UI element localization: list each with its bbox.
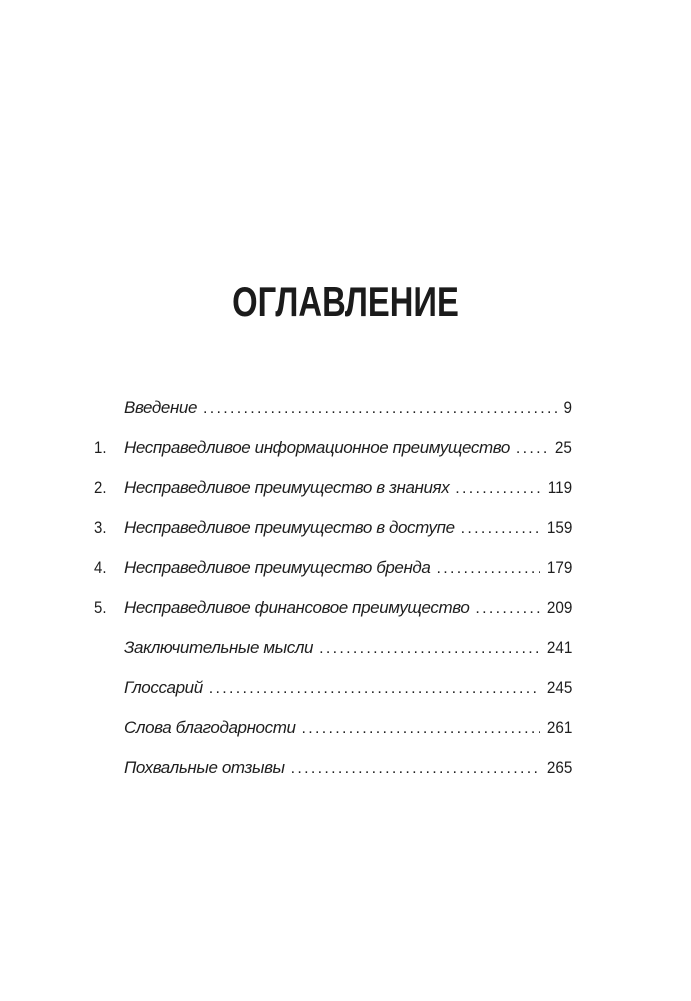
toc-entry-number: 4. [94,558,107,577]
toc-entry-page: 209 [546,598,572,617]
toc-entry-title: Несправедливое преимущество в знаниях [124,478,450,497]
toc-entry-page: 25 [554,438,572,457]
toc-entry-page: 241 [546,638,572,657]
toc-entry-title: Несправедливое информационное преимущество [124,438,510,457]
toc-entry-chapter-2[interactable] [94,478,572,518]
dot-leader [475,600,539,618]
dot-leader [436,560,539,578]
dot-leader [302,720,540,738]
toc-entry-final-thoughts[interactable] [94,638,572,678]
dot-leader [461,520,540,538]
toc-entry-title: Заключительные мысли [124,638,314,657]
page-title: ОГЛАВЛЕНИЕ [232,278,459,325]
toc-entry-glossary[interactable] [94,678,572,718]
toc-entry-introduction[interactable] [94,398,572,438]
toc-entry-chapter-3[interactable] [94,518,572,558]
toc-entry-number: 1. [94,438,107,457]
toc-entry-title: Введение [124,398,198,417]
toc-entry-title: Глоссарий [124,678,203,697]
toc-entry-number: 5. [94,598,107,617]
toc-entry-title: Несправедливое преимущество в доступе [124,518,455,537]
dot-leader [209,680,540,698]
toc-entry-chapter-5[interactable] [94,598,572,638]
toc-entry-title: Слова благодарности [124,718,296,737]
dot-leader [291,760,540,778]
toc-entry-page: 261 [546,718,572,737]
toc-entry-page: 265 [546,758,572,777]
toc-entry-praise[interactable] [94,758,572,798]
table-of-contents [94,398,572,798]
toc-entry-number: 3. [94,518,107,537]
toc-entry-page: 9 [563,398,572,417]
toc-entry-page: 119 [547,478,572,497]
toc-entry-title: Несправедливое преимущество бренда [124,558,431,577]
toc-entry-number: 2. [94,478,107,497]
toc-entry-chapter-1[interactable] [94,438,572,478]
toc-entry-title: Несправедливое финансовое преимущество [124,598,470,617]
dot-leader [455,480,541,498]
toc-entry-acknowledgments[interactable] [94,718,572,758]
dot-leader [516,440,549,458]
toc-entry-title: Похвальные отзывы [124,758,285,777]
toc-entry-chapter-4[interactable] [94,558,572,598]
toc-entry-page: 179 [546,558,572,577]
dot-leader [319,640,540,658]
dot-leader [203,400,558,418]
toc-entry-page: 245 [546,678,572,697]
toc-entry-page: 159 [546,518,572,537]
